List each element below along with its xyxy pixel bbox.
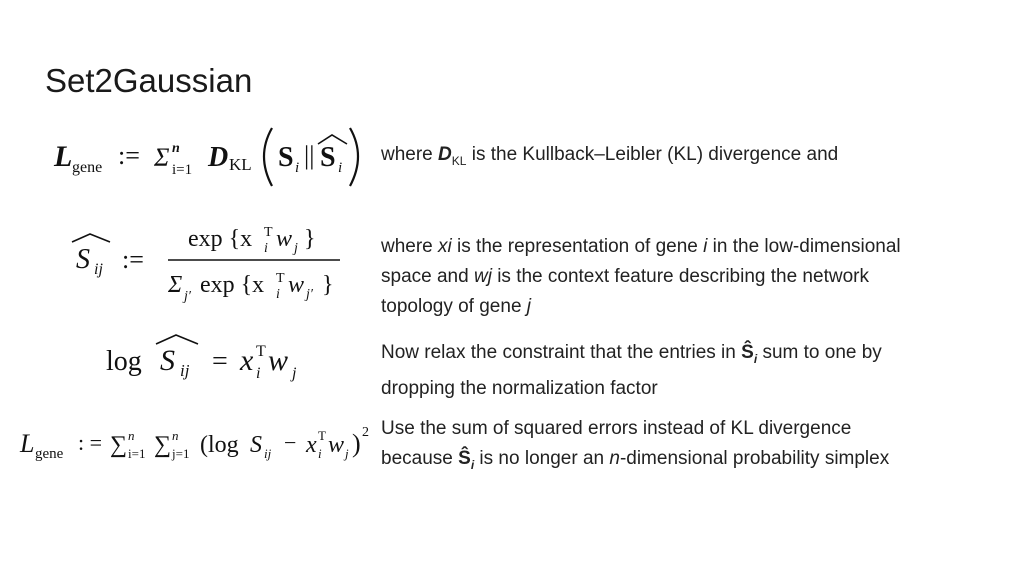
eq4-x-sup: T — [318, 428, 326, 443]
d2-line-2 — [381, 262, 901, 292]
d1-symbol-sub: KL — [451, 153, 467, 168]
eq2-num-sub: i — [264, 241, 268, 256]
eq1-lhs-sub: gene — [72, 159, 103, 176]
eq4-sum2: ∑ — [154, 432, 172, 458]
eq4-w: w — [328, 432, 345, 458]
description-kl — [381, 140, 838, 176]
eq4-sum1: ∑ — [110, 432, 128, 458]
eq1-shat: S — [320, 142, 336, 173]
eq1-sum-sup: n — [172, 141, 180, 156]
equation-log-relaxed — [104, 330, 324, 390]
d2-sym-j: j — [526, 296, 532, 317]
eq3-hat — [156, 335, 198, 344]
eq4-sum2-sub: j=1 — [172, 446, 190, 461]
d2-text-3: in the low-dimensional — [707, 236, 901, 257]
eq1-left-paren — [264, 128, 272, 186]
eq1-right-paren — [350, 128, 358, 186]
eq1-sum: Σ — [154, 143, 170, 172]
d3-line-2: dropping the normalization factor — [381, 377, 658, 399]
d2-text-5: is the context feature describing the network — [491, 266, 869, 287]
d4-sym-n: n — [609, 448, 620, 469]
equation-loss-kl — [50, 122, 370, 192]
d4-symbol-sub: i — [470, 457, 475, 472]
d3-text-2: sum to one by — [757, 342, 882, 363]
eq1-d: D — [208, 142, 229, 173]
eq3-x: x — [240, 344, 254, 377]
eq2-lhs: S — [76, 244, 90, 275]
d1-symbol: D — [438, 144, 452, 165]
eq3-log: log — [106, 346, 142, 377]
eq1-lhs: L — [54, 140, 73, 173]
d2-text-4: space and — [381, 266, 474, 287]
d2-text-6: topology of gene — [381, 296, 527, 317]
eq2-lhs-hat — [72, 234, 110, 242]
eq4-close: ) — [352, 429, 361, 458]
eq2-den-sum-sub: j′ — [184, 289, 191, 304]
d2-sym-i: i — [703, 236, 708, 257]
eq1-s-sub: i — [295, 160, 300, 176]
d3-symbol: Ŝ — [741, 342, 754, 363]
equation-squared-error — [18, 412, 378, 472]
d3-symbol-sub: i — [753, 351, 758, 366]
eq4-x-sub: i — [318, 446, 322, 461]
eq4-lhs: L — [20, 429, 35, 458]
eq2-den-sub: i — [276, 287, 280, 302]
eq1-sep: || — [304, 141, 315, 170]
eq1-s: S — [278, 142, 294, 173]
eq4-pow: 2 — [362, 425, 369, 440]
eq2-assign: := — [122, 245, 144, 274]
eq4-sum1-sup: n — [128, 428, 135, 443]
equation-softmax — [68, 212, 358, 308]
eq1-assign: := — [118, 141, 140, 170]
eq2-den-w: w — [288, 272, 305, 298]
eq2-num-sup: T — [264, 225, 273, 240]
slide-title: Set2Gaussian — [45, 62, 253, 99]
description-squared-error — [381, 414, 889, 480]
eq2-den-sup: T — [276, 271, 285, 286]
d4-text-3: is no longer an — [474, 448, 610, 469]
eq4-sum1-sub: i=1 — [128, 446, 146, 461]
eq2-den-close: } — [322, 272, 334, 298]
eq4-w-sub: j — [345, 446, 349, 461]
eq2-num-w: w — [276, 226, 293, 252]
eq4-x: x — [306, 432, 317, 458]
d2-text-1: where — [381, 236, 439, 257]
d2-text-2: is the representation of gene — [451, 236, 704, 257]
eq3-w: w — [268, 344, 289, 377]
eq4-lhs-sub: gene — [35, 446, 64, 462]
eq3-eq: = — [212, 346, 228, 377]
d4-text-2: because — [381, 448, 459, 469]
d1-post: is the Kullback–Leibler (KL) divergence and — [466, 144, 839, 165]
eq1-sum-sub: i=1 — [172, 162, 193, 178]
eq1-shat-sub: i — [338, 160, 343, 176]
eq3-s: S — [160, 344, 175, 377]
eq4-sum2-sup: n — [172, 428, 179, 443]
d4-symbol: Ŝ — [458, 448, 471, 469]
eq4-log: (log — [200, 432, 239, 458]
eq2-den-sum: Σ — [168, 272, 183, 298]
eq4-s-sub: ij — [264, 446, 272, 461]
eq4-s: S — [250, 432, 262, 458]
eq2-lhs-sub: ij — [94, 261, 103, 278]
eq3-w-sub: j — [292, 365, 297, 382]
d4-line-1: Use the sum of squared errors instead of KL divergence — [381, 418, 852, 439]
d2-line-1 — [381, 232, 901, 262]
eq3-s-sub: ij — [180, 361, 190, 380]
d4-text-4: -dimensional probability simplex — [619, 448, 890, 469]
eq2-den-w-sub: j′ — [306, 287, 313, 302]
d4-line-2 — [381, 444, 889, 480]
eq2-den-exp: exp {x — [200, 272, 265, 298]
d2-line-3 — [381, 292, 901, 322]
eq4-assign: : = — [78, 430, 103, 455]
d3-text-1: Now relax the constraint that the entries in — [381, 342, 742, 363]
eq1-d-sub: KL — [229, 155, 252, 174]
eq2-num-w-sub: j — [294, 241, 298, 256]
d2-sym-xi: xi — [438, 236, 452, 257]
eq2-num-close: } — [304, 226, 316, 252]
description-representation — [381, 232, 901, 322]
description-relax — [381, 338, 882, 404]
eq3-x-sub: i — [256, 365, 261, 382]
d2-sym-wj: wj — [473, 266, 492, 287]
eq2-num: exp {x — [188, 226, 253, 252]
eq4-minus: − — [284, 430, 297, 455]
d3-line-1 — [381, 338, 882, 374]
eq3-x-sup: T — [256, 343, 266, 360]
d1-pre: where — [381, 144, 439, 165]
